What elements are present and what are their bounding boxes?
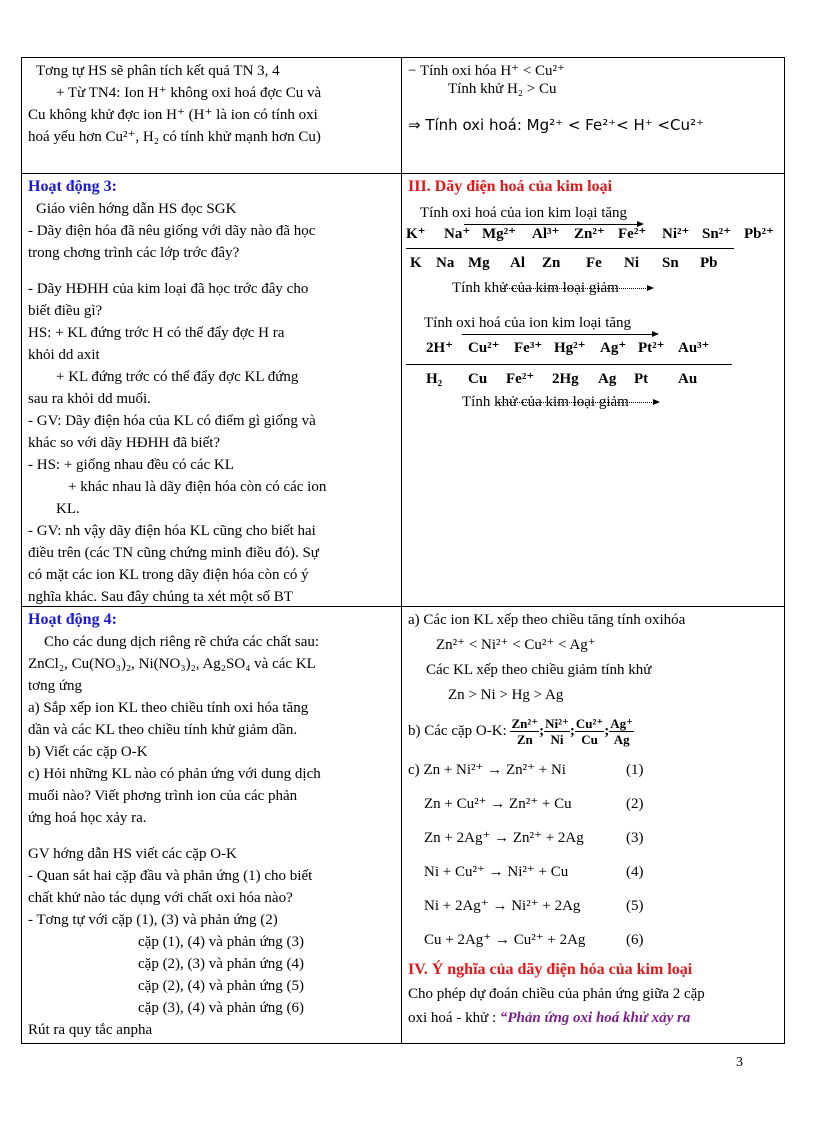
series2-metal: Cu [468,371,488,387]
series1-metal: Na [436,255,455,271]
text-line: - Dãy HĐHH của kim loại đã học trớc đây cho [28,281,309,297]
text-line: trong chơng trình các lớp trớc đây? [28,245,240,261]
equation-number: (4) [626,864,644,880]
series1-ion: Sn²⁺ [702,226,732,242]
reaction-equation [408,753,778,787]
pair-reductant: Cu [581,732,598,748]
series1-metal: Pb [700,255,718,271]
pair-separator: ; [604,723,610,739]
text-line: KL. [56,501,80,517]
series2-metal: Fe²⁺ [506,371,535,387]
text-line: nghĩa khác. Sau đây chúng ta xét một số BT [28,589,293,605]
series2-ion: Cu²⁺ [468,340,500,356]
text-line: - Tơng tự với cặp (1), (3) và phản ứng (2) [28,912,278,928]
row1-left-cell [22,58,402,173]
redox-pair [575,716,604,747]
redox-pairs-line [408,709,778,753]
rule-statement: “Phản ứng oxi hoá khử xảy ra [499,1010,691,1026]
series2-ion: 2H⁺ [426,340,454,356]
activity-heading: Hoạt động 4: [28,611,117,628]
text-line: khỏi dd axit [28,347,100,363]
text-line: b) Viết các cặp O-K [28,744,148,760]
pairs-label: b) Các cặp O-K: [408,723,507,739]
text-line: cặp (2), (4) và phản ứng (5) [138,978,304,994]
text-line: − Tính oxi hóa H⁺ < Cu²⁺ [408,63,565,79]
text-line: Tính khử H₂ > Cu [448,81,557,97]
reaction-equation [408,923,778,957]
redox-pair [609,716,634,747]
table-row [22,58,784,173]
text-line: ⇒ Tính oxi hoá: Mg²⁺ < Fe²⁺< H⁺ <Cu²⁺ [408,116,704,134]
pair-oxidant: Zn²⁺ [511,716,539,732]
redox-pair [510,716,539,747]
series1-ion: Fe²⁺ [618,226,647,242]
equation-number: (2) [626,796,644,812]
text-line: ứng hoá học xảy ra. [28,810,147,826]
series1-metal: Al [510,255,525,271]
activity-heading: Hoạt động 3: [28,178,117,195]
row2-left-cell [22,174,402,606]
series1-ion: Na⁺ [444,226,471,242]
row1-right-cell [402,58,784,173]
text-line: + Từ TN4: Ion H⁺ không oxi hoá đợc Cu và [56,85,322,101]
text-line: ZnCl₂, Cu(NO₃)₂, Ni(NO₃)₂, Ag₂SO₄ và các KL [28,656,316,672]
reaction-equation [408,787,778,821]
section-heading: III. Dãy điện hoá của kim loại [408,178,613,195]
text-line: cặp (1), (4) và phản ứng (3) [138,934,304,950]
series1-top-label: Tính oxi hoá của ion kim loại tăng [420,205,628,221]
series1-metal: Mg [468,255,490,271]
series2-metal: Au [678,371,698,387]
lesson-table [21,57,785,1044]
series1-ion: K⁺ [406,226,426,242]
series2-ion: Pt²⁺ [638,340,665,356]
series2-metal: Ag [598,371,617,387]
equation-number: (1) [626,762,644,778]
text-line: - HS: + giống nhau đều có các KL [28,457,234,473]
text-line: a) Các ion KL xếp theo chiều tăng tính oxihóa [408,612,686,628]
text-line: HS: + KL đứng trớc H có thể đẩy đợc H ra [28,325,285,341]
pair-oxidant: Ag⁺ [610,716,634,732]
series2-top-arrow [462,334,657,335]
series2-divider [406,364,732,365]
text-line: muối nào? Viết phơng trình ion của các phản [28,788,298,804]
equation-number: (6) [626,932,644,948]
series1-ion: Zn²⁺ [574,226,605,242]
text-line: - Dãy điện hóa đã nêu giống với dãy nào đã học [28,223,316,239]
text-line [408,1005,778,1031]
reaction-equation [408,821,778,855]
equation-text: Zn + 2Ag⁺ → Zn²⁺ + 2Ag [424,830,584,846]
text-line: Zn²⁺ < Ni²⁺ < Cu²⁺ < Ag⁺ [436,637,596,653]
text-line: sau ra khỏi dd muối. [28,391,151,407]
redox-pair [544,716,570,747]
text-line: có mặt các ion KL trong dãy điện hóa còn có ý [28,567,309,583]
text-line: a) Sắp xếp ion KL theo chiều tính oxi hóa tăng [28,700,309,716]
text-line: Các KL xếp theo chiều giảm tính khử [426,662,652,678]
text-line: Cho các dung dịch riêng rẽ chứa các chất sau: [44,634,320,650]
text-line: Rút ra quy tắc anpha [28,1022,153,1038]
series2-bottom-arrow [498,402,658,403]
series2-ion: Fe³⁺ [514,340,543,356]
reaction-list [408,753,778,957]
text-line: + khác nhau là dãy điện hóa còn có các ion [68,479,327,495]
redox-pairs [510,716,634,748]
row3-left-cell [22,607,402,1043]
row2-right-cell [402,174,784,606]
series1-ion: Pb²⁺ [744,226,774,242]
text-line: - GV: nh vậy dãy điện hóa KL cũng cho biết hai [28,523,316,539]
pair-reductant: Zn [516,732,533,748]
series1-bottom-arrow [502,288,652,289]
equation-text: Cu + 2Ag⁺ → Cu²⁺ + 2Ag [424,932,586,948]
text-line: Tơng tự HS sẽ phân tích kết quả TN 3, 4 [36,63,280,79]
equation-number: (5) [626,898,644,914]
pair-oxidant: Cu²⁺ [575,716,604,732]
text-line: cặp (3), (4) và phản ứng (6) [138,1000,304,1016]
text-line: Cu không khử đợc ion H⁺ (H⁺ là ion có tính oxi [28,107,318,123]
series2-metal: H₂ [426,371,443,387]
series2-top-label: Tính oxi hoá của ion kim loại tăng [424,315,632,331]
reaction-equation [408,855,778,889]
series2-bottom-label: Tính khử của kim loại giảm [462,394,629,410]
text-line: - Quan sát hai cặp đầu và phản ứng (1) cho biết [28,868,313,884]
text-line: dần và các KL theo chiều tính khử giảm dần. [28,722,298,738]
equation-text: c) Zn + Ni²⁺ → Zn²⁺ + Ni [408,762,566,778]
series1-metal: Ni [624,255,639,271]
series2-ion: Hg²⁺ [554,340,586,356]
pair-reductant: Ni [550,732,564,748]
text-line: khác so với dãy HĐHH đã biết? [28,435,221,451]
series1-ion: Al³⁺ [532,226,560,242]
series2-metal: 2Hg [552,371,579,387]
series2-ion: Au³⁺ [678,340,710,356]
text-line: chất khử nào tác dụng với chất oxi hóa nào? [28,890,293,906]
series2-metal: Pt [634,371,649,387]
text-line: Zn > Ni > Hg > Ag [448,687,564,703]
series1-bottom-label: Tính khử của kim loại giảm [452,280,619,296]
equation-text: Ni + Cu²⁺ → Ni²⁺ + Cu [424,864,569,880]
text-line: Giáo viên hớng dẫn HS đọc SGK [36,201,237,217]
pair-reductant: Ag [613,732,630,748]
text-line: tơng ứng [28,678,82,694]
series1-ion: Ni²⁺ [662,226,690,242]
text-line: điều trên (các TN cũng chứng minh điều đó). Sự [28,545,319,561]
section-heading: IV. Ý nghĩa của dãy điện hóa của kim loại [408,961,693,978]
reaction-equation [408,889,778,923]
series1-metal: Sn [662,255,679,271]
pair-separator: ; [569,723,575,739]
row3-right-cell [402,607,784,1043]
meaning-text: oxi hoá - khử : [408,1010,500,1026]
series2-ion: Ag⁺ [600,340,627,356]
text-line: hoá yếu hơn Cu²⁺, H₂ có tính khử mạnh hơn Cu) [28,129,321,145]
text-line: GV hớng dẫn HS viết các cặp O-K [28,846,237,862]
text-line: + KL đứng trớc có thể đẩy đợc KL đứng [56,369,299,385]
page-number: 3 [736,1055,743,1070]
pair-separator: ; [539,723,545,739]
equation-number: (3) [626,830,644,846]
text-line: Cho phép dự đoán chiều của phản ứng giữa 2 cặp [408,986,705,1002]
table-row [22,173,784,606]
table-row [22,606,784,1043]
text-line: c) Hỏi những KL nào có phản ứng với dung dịch [28,766,321,782]
series1-divider [406,248,734,249]
series1-metal: Zn [542,255,561,271]
series1-ion: Mg²⁺ [482,226,517,242]
series1-metal: Fe [586,255,602,271]
text-line: - GV: Dãy điện hóa của KL có điểm gì giống và [28,413,316,429]
text-line: cặp (2), (3) và phản ứng (4) [138,956,304,972]
text-line: biết điều gì? [28,303,103,319]
pair-oxidant: Ni²⁺ [545,716,569,732]
equation-text: Ni + 2Ag⁺ → Ni²⁺ + 2Ag [424,898,581,914]
equation-text: Zn + Cu²⁺ → Zn²⁺ + Cu [424,796,572,812]
series1-metal: K [410,255,422,271]
